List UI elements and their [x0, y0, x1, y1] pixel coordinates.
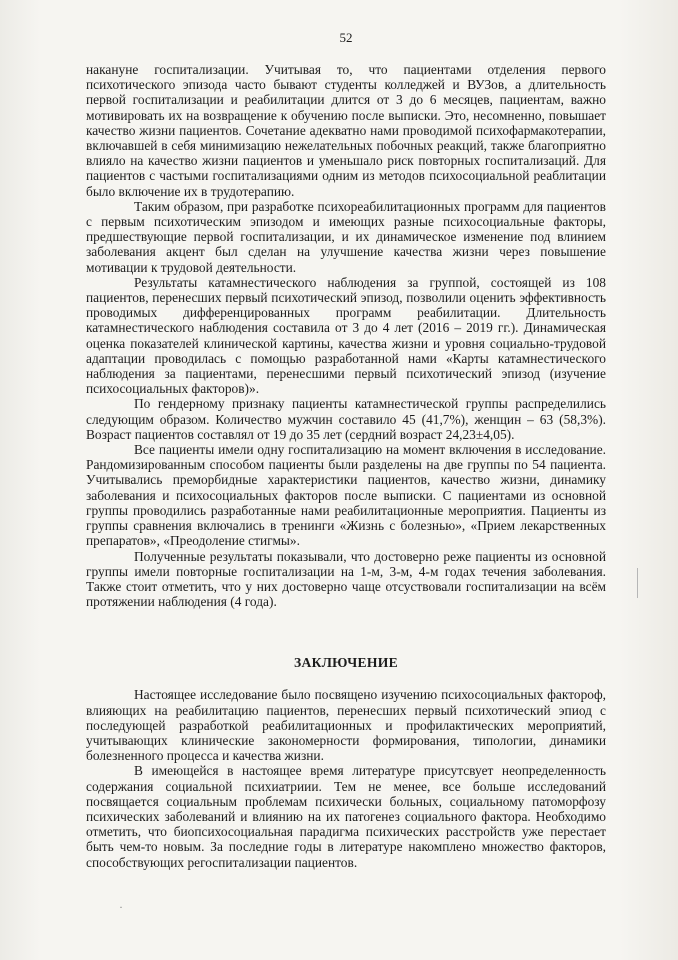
body-text	[86, 62, 606, 609]
scan-mark	[637, 568, 638, 598]
paragraph: Результаты катамнестического наблюдения за группой, состоящей из 108 пациентов, перенесших первый психотический эпизод, позволили оценить эффективность проводимых дифференцированных программ реабилитации. Длительность катамнестического наблюдения составила от 3 до 4 лет (2016 – 2019 гг.). Динамическая оценка показателей клинической картины, качества жизни и уровня социально-трудовой адаптации проводилась с помощью разработанной нами «Карты катамнестического наблюдения за пациентами, перенесшими первый психотический эпизод (изучение психосоциальных факторов)».	[86, 274, 606, 397]
scan-speck: ·	[119, 900, 123, 914]
paragraph: Все пациенты имели одну госпитализацию на момент включения в исследование. Рандомизированным способом пациенты были разделены на две группы по 54 пациента. Учитывались преморбидные характеристики пациентов, качество жизни, динамику заболевания и психосоциальных факторов после выписки. С пациентами из основной группы проводились разработанные нами реабилитационные мероприятия. Пациенты из группы сравнения включались в тренинги «Жизнь с болезнью», «Прием лекарственных препаратов», «Преодоление стигмы».	[86, 442, 606, 549]
paragraph: Таким образом, при разработке психореабилитационных программ для пациентов с первым психотическим эпизодом и имеющих разные психосоциальные факторы, предшествующие первой госпитализации, и их динамическое изменение под влинием заболевания акцент был сделан на улучшение качества жизни через повышение мотивации к трудовой деятельности.	[86, 198, 606, 275]
paragraph: Настоящее исследование было посвящено изучению психосоциальных фактороф, влияющих на реабилитацию пациентов, перенесших первый психотический эпиод с последующей разработкой реабилитационных и профилактических мероприятий, учитывающих клинические закономерности формирования, типологии, динамики болезненного процесса и качества жизни.	[86, 687, 606, 764]
paragraph: накануне госпитализации. Учитывая то, что пациентами отделения первого психотического эпизода часто бывают студенты колледжей и ВУЗов, а длительность первой госпитализации и реабилитации длится от 3 до 6 месяцев, пациентам, важно мотивировать их на возвращение к обучению после выписки. Это, несомненно, повышает качество жизни пациентов. Сочетание адекватно нами проводимой психофармакотерапии, включавшей в себя минимизацию нежелательных побочных реакций, также благоприятно влияло на качество жизни пациентов и уменьшало риск повторных госпитализаций. Для пациентов с частыми госпитализациями одним из методов психосоциальной реаблитации было включение их в трудотерапию.	[86, 62, 606, 199]
page-number: 52	[339, 30, 353, 45]
paragraph: В имеющейся в настоящее время литературе присутсвует неопределенность содержания социальной психиатриии. Тем не менее, все больше исследований посвящается социальным проблемам психически больных, социальному патоморфозу психических заболеваний и влиянию на их патогенез социального фактора. Необходимо отметить, что биопсихосоциальная парадигма психических расстройств уже перестает быть чем-то новым. За последние годы в литературе накомплено множество факторов, способствующих регоспитализации пациентов.	[86, 763, 606, 870]
paragraph: Полученные результаты показывали, что достоверно реже пациенты из основной группы имели повторные госпитализации на 1-м, 3-м, 4-м годах течения заболевания. Также стоит отметить, что у них достоверно чаще отсуствовали госпитализации на всём протяжении наблюдения (4 года).	[86, 548, 606, 610]
conclusion-text	[86, 687, 606, 869]
section-heading: ЗАКЛЮЧЕНИЕ	[293, 655, 399, 671]
paragraph: По гендерному признаку пациенты катамнестической группы распределились следующим образом. Количество мужчин составило 45 (41,7%), женщин – 63 (58,3%). Возраст пациентов составлял от 19 до 35 лет (сердний возраст 24,23±4,05).	[86, 396, 606, 442]
